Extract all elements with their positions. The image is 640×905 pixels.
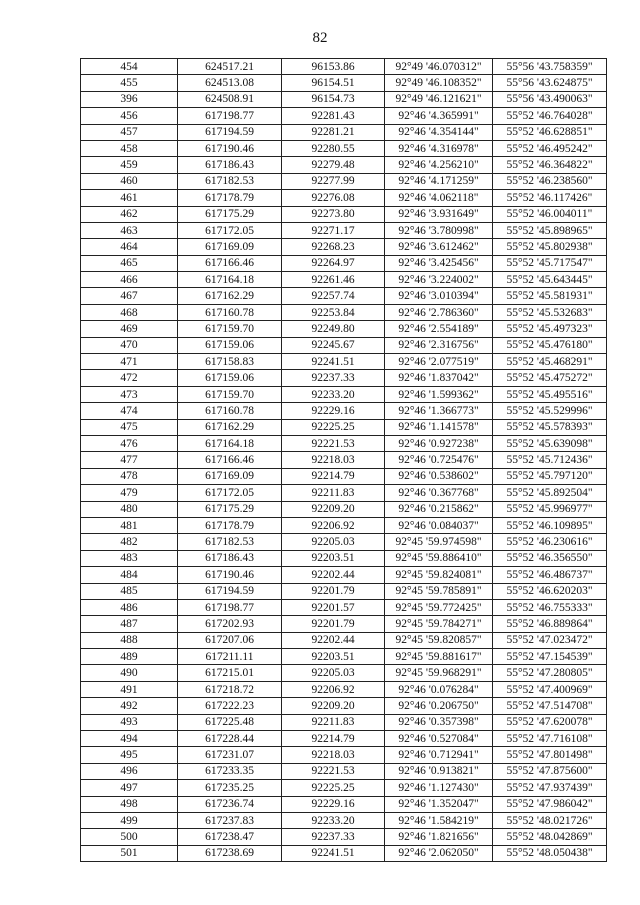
y-coordinate-cell: 92209.20 [282, 501, 385, 517]
y-coordinate-cell: 92214.79 [282, 468, 385, 484]
y-coordinate-cell: 92203.51 [282, 550, 385, 566]
point-number-cell: 501 [81, 845, 178, 861]
x-coordinate-cell: 617235.25 [178, 780, 282, 796]
latitude-cell: 55°52 '45.475272" [493, 370, 607, 386]
x-coordinate-cell: 617182.53 [178, 173, 282, 189]
x-coordinate-cell: 617186.43 [178, 157, 282, 173]
table-row [81, 304, 607, 320]
longitude-cell: 92°46 '0.927238" [385, 435, 493, 451]
latitude-cell: 55°52 '46.628851" [493, 124, 607, 140]
table-row [81, 649, 607, 665]
y-coordinate-cell: 92277.99 [282, 173, 385, 189]
longitude-cell: 92°45 '59.881617" [385, 649, 493, 665]
table-row [81, 370, 607, 386]
x-coordinate-cell: 617190.46 [178, 567, 282, 583]
point-number-cell: 457 [81, 124, 178, 140]
y-coordinate-cell: 92273.80 [282, 206, 385, 222]
y-coordinate-cell: 92245.67 [282, 337, 385, 353]
x-coordinate-cell: 617172.05 [178, 222, 282, 238]
point-number-cell: 500 [81, 829, 178, 845]
latitude-cell: 55°52 '46.889864" [493, 616, 607, 632]
table-row [81, 59, 607, 75]
x-coordinate-cell: 617160.78 [178, 403, 282, 419]
point-number-cell: 469 [81, 321, 178, 337]
table-row [81, 190, 607, 206]
point-number-cell: 484 [81, 567, 178, 583]
table-row [81, 337, 607, 353]
latitude-cell: 55°52 '47.937439" [493, 780, 607, 796]
x-coordinate-cell: 617166.46 [178, 255, 282, 271]
x-coordinate-cell: 617186.43 [178, 550, 282, 566]
table-row [81, 599, 607, 615]
y-coordinate-cell: 92281.43 [282, 108, 385, 124]
longitude-cell: 92°45 '59.824081" [385, 567, 493, 583]
table-row [81, 665, 607, 681]
latitude-cell: 55°52 '46.238560" [493, 173, 607, 189]
y-coordinate-cell: 92249.80 [282, 321, 385, 337]
x-coordinate-cell: 617159.06 [178, 370, 282, 386]
point-number-cell: 459 [81, 157, 178, 173]
longitude-cell: 92°46 '2.786360" [385, 304, 493, 320]
x-coordinate-cell: 617175.29 [178, 501, 282, 517]
longitude-cell: 92°46 '3.931649" [385, 206, 493, 222]
longitude-cell: 92°46 '3.780998" [385, 222, 493, 238]
point-number-cell: 493 [81, 714, 178, 730]
table-row [81, 747, 607, 763]
latitude-cell: 55°52 '45.581931" [493, 288, 607, 304]
x-coordinate-cell: 617238.47 [178, 829, 282, 845]
longitude-cell: 92°45 '59.772425" [385, 599, 493, 615]
page-number: 82 [312, 30, 328, 46]
point-number-cell: 496 [81, 763, 178, 779]
table-row [81, 468, 607, 484]
table-row [81, 681, 607, 697]
table-row [81, 731, 607, 747]
table-row [81, 419, 607, 435]
longitude-cell: 92°46 '0.084037" [385, 517, 493, 533]
point-number-cell: 455 [81, 75, 178, 91]
longitude-cell: 92°46 '0.367768" [385, 485, 493, 501]
point-number-cell: 470 [81, 337, 178, 353]
x-coordinate-cell: 624513.08 [178, 75, 282, 91]
longitude-cell: 92°46 '4.365991" [385, 108, 493, 124]
table-row [81, 272, 607, 288]
point-number-cell: 396 [81, 91, 178, 107]
y-coordinate-cell: 92261.46 [282, 272, 385, 288]
latitude-cell: 55°52 '45.639098" [493, 435, 607, 451]
point-number-cell: 465 [81, 255, 178, 271]
y-coordinate-cell: 92233.20 [282, 812, 385, 828]
point-number-cell: 483 [81, 550, 178, 566]
longitude-cell: 92°46 '4.354144" [385, 124, 493, 140]
x-coordinate-cell: 617194.59 [178, 124, 282, 140]
latitude-cell: 55°52 '46.495242" [493, 140, 607, 156]
longitude-cell: 92°46 '1.352047" [385, 796, 493, 812]
longitude-cell: 92°46 '1.366773" [385, 403, 493, 419]
latitude-cell: 55°52 '47.023472" [493, 632, 607, 648]
longitude-cell: 92°46 '3.612462" [385, 239, 493, 255]
y-coordinate-cell: 92218.03 [282, 452, 385, 468]
x-coordinate-cell: 617190.46 [178, 140, 282, 156]
longitude-cell: 92°46 '4.316978" [385, 140, 493, 156]
latitude-cell: 55°52 '48.021726" [493, 812, 607, 828]
longitude-cell: 92°45 '59.784271" [385, 616, 493, 632]
y-coordinate-cell: 96154.73 [282, 91, 385, 107]
table-row [81, 763, 607, 779]
table-row [81, 386, 607, 402]
table-row [81, 534, 607, 550]
x-coordinate-cell: 617211.11 [178, 649, 282, 665]
table-row [81, 140, 607, 156]
x-coordinate-cell: 617159.70 [178, 321, 282, 337]
point-number-cell: 468 [81, 304, 178, 320]
point-number-cell: 492 [81, 698, 178, 714]
table-row [81, 321, 607, 337]
longitude-cell: 92°46 '0.712941" [385, 747, 493, 763]
latitude-cell: 55°52 '46.486737" [493, 567, 607, 583]
longitude-cell: 92°46 '2.554189" [385, 321, 493, 337]
table-row [81, 108, 607, 124]
y-coordinate-cell: 92209.20 [282, 698, 385, 714]
x-coordinate-cell: 617228.44 [178, 731, 282, 747]
table-row [81, 255, 607, 271]
x-coordinate-cell: 617225.48 [178, 714, 282, 730]
latitude-cell: 55°52 '45.497323" [493, 321, 607, 337]
table-row [81, 239, 607, 255]
latitude-cell: 55°52 '45.892504" [493, 485, 607, 501]
x-coordinate-cell: 617178.79 [178, 190, 282, 206]
x-coordinate-cell: 617164.18 [178, 435, 282, 451]
x-coordinate-cell: 617164.18 [178, 272, 282, 288]
longitude-cell: 92°46 '3.224002" [385, 272, 493, 288]
latitude-cell: 55°52 '47.280805" [493, 665, 607, 681]
point-number-cell: 498 [81, 796, 178, 812]
point-number-cell: 481 [81, 517, 178, 533]
y-coordinate-cell: 92218.03 [282, 747, 385, 763]
y-coordinate-cell: 92202.44 [282, 632, 385, 648]
x-coordinate-cell: 617159.70 [178, 386, 282, 402]
latitude-cell: 55°52 '45.712436" [493, 452, 607, 468]
longitude-cell: 92°45 '59.820857" [385, 632, 493, 648]
point-number-cell: 489 [81, 649, 178, 665]
table-row [81, 435, 607, 451]
point-number-cell: 456 [81, 108, 178, 124]
longitude-cell: 92°45 '59.974598" [385, 534, 493, 550]
point-number-cell: 499 [81, 812, 178, 828]
longitude-cell: 92°46 '0.913821" [385, 763, 493, 779]
latitude-cell: 55°52 '46.230616" [493, 534, 607, 550]
table-row [81, 567, 607, 583]
y-coordinate-cell: 92241.51 [282, 845, 385, 861]
x-coordinate-cell: 617218.72 [178, 681, 282, 697]
y-coordinate-cell: 92221.53 [282, 763, 385, 779]
y-coordinate-cell: 92201.79 [282, 616, 385, 632]
latitude-cell: 55°52 '45.468291" [493, 354, 607, 370]
y-coordinate-cell: 92201.79 [282, 583, 385, 599]
longitude-cell: 92°46 '1.141578" [385, 419, 493, 435]
table-row [81, 124, 607, 140]
table-row [81, 550, 607, 566]
x-coordinate-cell: 617198.77 [178, 599, 282, 615]
y-coordinate-cell: 92229.16 [282, 796, 385, 812]
table-row [81, 616, 607, 632]
table-row [81, 485, 607, 501]
latitude-cell: 55°52 '47.986042" [493, 796, 607, 812]
latitude-cell: 55°52 '48.042869" [493, 829, 607, 845]
latitude-cell: 55°52 '46.764028" [493, 108, 607, 124]
point-number-cell: 475 [81, 419, 178, 435]
latitude-cell: 55°52 '46.109895" [493, 517, 607, 533]
point-number-cell: 482 [81, 534, 178, 550]
latitude-cell: 55°56 '43.624875" [493, 75, 607, 91]
x-coordinate-cell: 617202.93 [178, 616, 282, 632]
table-row [81, 206, 607, 222]
y-coordinate-cell: 92276.08 [282, 190, 385, 206]
point-number-cell: 462 [81, 206, 178, 222]
longitude-cell: 92°46 '3.425456" [385, 255, 493, 271]
latitude-cell: 55°52 '47.716108" [493, 731, 607, 747]
point-number-cell: 463 [81, 222, 178, 238]
longitude-cell: 92°46 '0.206750" [385, 698, 493, 714]
longitude-cell: 92°46 '1.127430" [385, 780, 493, 796]
table-row [81, 501, 607, 517]
point-number-cell: 454 [81, 59, 178, 75]
latitude-cell: 55°52 '46.356550" [493, 550, 607, 566]
point-number-cell: 472 [81, 370, 178, 386]
y-coordinate-cell: 92202.44 [282, 567, 385, 583]
y-coordinate-cell: 92206.92 [282, 517, 385, 533]
point-number-cell: 480 [81, 501, 178, 517]
table-row [81, 403, 607, 419]
y-coordinate-cell: 92268.23 [282, 239, 385, 255]
latitude-cell: 55°52 '45.495516" [493, 386, 607, 402]
y-coordinate-cell: 92214.79 [282, 731, 385, 747]
table-row [81, 780, 607, 796]
latitude-cell: 55°56 '43.490063" [493, 91, 607, 107]
x-coordinate-cell: 617194.59 [178, 583, 282, 599]
longitude-cell: 92°45 '59.968291" [385, 665, 493, 681]
y-coordinate-cell: 92253.84 [282, 304, 385, 320]
x-coordinate-cell: 617231.07 [178, 747, 282, 763]
x-coordinate-cell: 617236.74 [178, 796, 282, 812]
point-number-cell: 467 [81, 288, 178, 304]
x-coordinate-cell: 617159.06 [178, 337, 282, 353]
latitude-cell: 55°52 '47.801498" [493, 747, 607, 763]
coordinates-table-body [81, 59, 607, 862]
x-coordinate-cell: 617160.78 [178, 304, 282, 320]
point-number-cell: 460 [81, 173, 178, 189]
longitude-cell: 92°46 '0.725476" [385, 452, 493, 468]
point-number-cell: 476 [81, 435, 178, 451]
y-coordinate-cell: 96154.51 [282, 75, 385, 91]
x-coordinate-cell: 617182.53 [178, 534, 282, 550]
latitude-cell: 55°52 '45.797120" [493, 468, 607, 484]
latitude-cell: 55°52 '46.755333" [493, 599, 607, 615]
longitude-cell: 92°46 '0.538602" [385, 468, 493, 484]
latitude-cell: 55°52 '45.532683" [493, 304, 607, 320]
point-number-cell: 471 [81, 354, 178, 370]
y-coordinate-cell: 92281.21 [282, 124, 385, 140]
x-coordinate-cell: 617172.05 [178, 485, 282, 501]
coordinates-table [80, 58, 607, 862]
longitude-cell: 92°46 '4.171259" [385, 173, 493, 189]
x-coordinate-cell: 617175.29 [178, 206, 282, 222]
point-number-cell: 485 [81, 583, 178, 599]
latitude-cell: 55°52 '46.117426" [493, 190, 607, 206]
latitude-cell: 55°52 '47.514708" [493, 698, 607, 714]
latitude-cell: 55°52 '45.898965" [493, 222, 607, 238]
y-coordinate-cell: 92205.03 [282, 665, 385, 681]
y-coordinate-cell: 92257.74 [282, 288, 385, 304]
y-coordinate-cell: 92211.83 [282, 485, 385, 501]
latitude-cell: 55°52 '45.802938" [493, 239, 607, 255]
latitude-cell: 55°52 '45.578393" [493, 419, 607, 435]
point-number-cell: 477 [81, 452, 178, 468]
x-coordinate-cell: 617178.79 [178, 517, 282, 533]
x-coordinate-cell: 624508.91 [178, 91, 282, 107]
point-number-cell: 488 [81, 632, 178, 648]
longitude-cell: 92°46 '1.584219" [385, 812, 493, 828]
longitude-cell: 92°46 '1.599362" [385, 386, 493, 402]
longitude-cell: 92°46 '3.010394" [385, 288, 493, 304]
x-coordinate-cell: 617169.09 [178, 239, 282, 255]
longitude-cell: 92°46 '2.316756" [385, 337, 493, 353]
x-coordinate-cell: 617166.46 [178, 452, 282, 468]
table-row [81, 632, 607, 648]
longitude-cell: 92°45 '59.785891" [385, 583, 493, 599]
table-row [81, 517, 607, 533]
point-number-cell: 491 [81, 681, 178, 697]
y-coordinate-cell: 92237.33 [282, 370, 385, 386]
point-number-cell: 466 [81, 272, 178, 288]
point-number-cell: 461 [81, 190, 178, 206]
table-row [81, 583, 607, 599]
table-row [81, 288, 607, 304]
point-number-cell: 490 [81, 665, 178, 681]
x-coordinate-cell: 617162.29 [178, 419, 282, 435]
y-coordinate-cell: 92241.51 [282, 354, 385, 370]
point-number-cell: 495 [81, 747, 178, 763]
x-coordinate-cell: 617207.06 [178, 632, 282, 648]
point-number-cell: 497 [81, 780, 178, 796]
table-row [81, 452, 607, 468]
x-coordinate-cell: 617198.77 [178, 108, 282, 124]
latitude-cell: 55°52 '46.364822" [493, 157, 607, 173]
y-coordinate-cell: 96153.86 [282, 59, 385, 75]
longitude-cell: 92°46 '0.357398" [385, 714, 493, 730]
point-number-cell: 494 [81, 731, 178, 747]
y-coordinate-cell: 92201.57 [282, 599, 385, 615]
point-number-cell: 474 [81, 403, 178, 419]
latitude-cell: 55°52 '45.996977" [493, 501, 607, 517]
table-row [81, 91, 607, 107]
y-coordinate-cell: 92211.83 [282, 714, 385, 730]
table-row [81, 796, 607, 812]
y-coordinate-cell: 92225.25 [282, 419, 385, 435]
point-number-cell: 479 [81, 485, 178, 501]
latitude-cell: 55°56 '43.758359" [493, 59, 607, 75]
x-coordinate-cell: 617158.83 [178, 354, 282, 370]
x-coordinate-cell: 617215.01 [178, 665, 282, 681]
y-coordinate-cell: 92279.48 [282, 157, 385, 173]
x-coordinate-cell: 617162.29 [178, 288, 282, 304]
longitude-cell: 92°46 '4.062118" [385, 190, 493, 206]
latitude-cell: 55°52 '46.620203" [493, 583, 607, 599]
point-number-cell: 464 [81, 239, 178, 255]
longitude-cell: 92°46 '2.077519" [385, 354, 493, 370]
y-coordinate-cell: 92280.55 [282, 140, 385, 156]
latitude-cell: 55°52 '47.400969" [493, 681, 607, 697]
latitude-cell: 55°52 '46.004011" [493, 206, 607, 222]
point-number-cell: 487 [81, 616, 178, 632]
longitude-cell: 92°46 '2.062050" [385, 845, 493, 861]
table-row [81, 222, 607, 238]
longitude-cell: 92°46 '1.821656" [385, 829, 493, 845]
y-coordinate-cell: 92229.16 [282, 403, 385, 419]
table-row [81, 157, 607, 173]
y-coordinate-cell: 92237.33 [282, 829, 385, 845]
y-coordinate-cell: 92203.51 [282, 649, 385, 665]
y-coordinate-cell: 92271.17 [282, 222, 385, 238]
table-row [81, 173, 607, 189]
latitude-cell: 55°52 '47.875600" [493, 763, 607, 779]
latitude-cell: 55°52 '45.717547" [493, 255, 607, 271]
longitude-cell: 92°49 '46.121621" [385, 91, 493, 107]
y-coordinate-cell: 92225.25 [282, 780, 385, 796]
point-number-cell: 486 [81, 599, 178, 615]
table-row [81, 698, 607, 714]
y-coordinate-cell: 92233.20 [282, 386, 385, 402]
longitude-cell: 92°46 '1.837042" [385, 370, 493, 386]
x-coordinate-cell: 617222.23 [178, 698, 282, 714]
point-number-cell: 458 [81, 140, 178, 156]
table-row [81, 829, 607, 845]
x-coordinate-cell: 617238.69 [178, 845, 282, 861]
latitude-cell: 55°52 '47.620078" [493, 714, 607, 730]
longitude-cell: 92°49 '46.070312" [385, 59, 493, 75]
point-number-cell: 478 [81, 468, 178, 484]
longitude-cell: 92°46 '0.527084" [385, 731, 493, 747]
y-coordinate-cell: 92206.92 [282, 681, 385, 697]
point-number-cell: 473 [81, 386, 178, 402]
y-coordinate-cell: 92264.97 [282, 255, 385, 271]
x-coordinate-cell: 617237.83 [178, 812, 282, 828]
table-row [81, 812, 607, 828]
latitude-cell: 55°52 '45.529996" [493, 403, 607, 419]
y-coordinate-cell: 92205.03 [282, 534, 385, 550]
longitude-cell: 92°49 '46.108352" [385, 75, 493, 91]
latitude-cell: 55°52 '48.050438" [493, 845, 607, 861]
latitude-cell: 55°52 '47.154539" [493, 649, 607, 665]
x-coordinate-cell: 617169.09 [178, 468, 282, 484]
x-coordinate-cell: 624517.21 [178, 59, 282, 75]
y-coordinate-cell: 92221.53 [282, 435, 385, 451]
table-row [81, 354, 607, 370]
latitude-cell: 55°52 '45.643445" [493, 272, 607, 288]
longitude-cell: 92°45 '59.886410" [385, 550, 493, 566]
x-coordinate-cell: 617233.35 [178, 763, 282, 779]
table-row [81, 75, 607, 91]
latitude-cell: 55°52 '45.476180" [493, 337, 607, 353]
longitude-cell: 92°46 '0.076284" [385, 681, 493, 697]
table-row [81, 845, 607, 861]
table-row [81, 714, 607, 730]
longitude-cell: 92°46 '4.256210" [385, 157, 493, 173]
longitude-cell: 92°46 '0.215862" [385, 501, 493, 517]
